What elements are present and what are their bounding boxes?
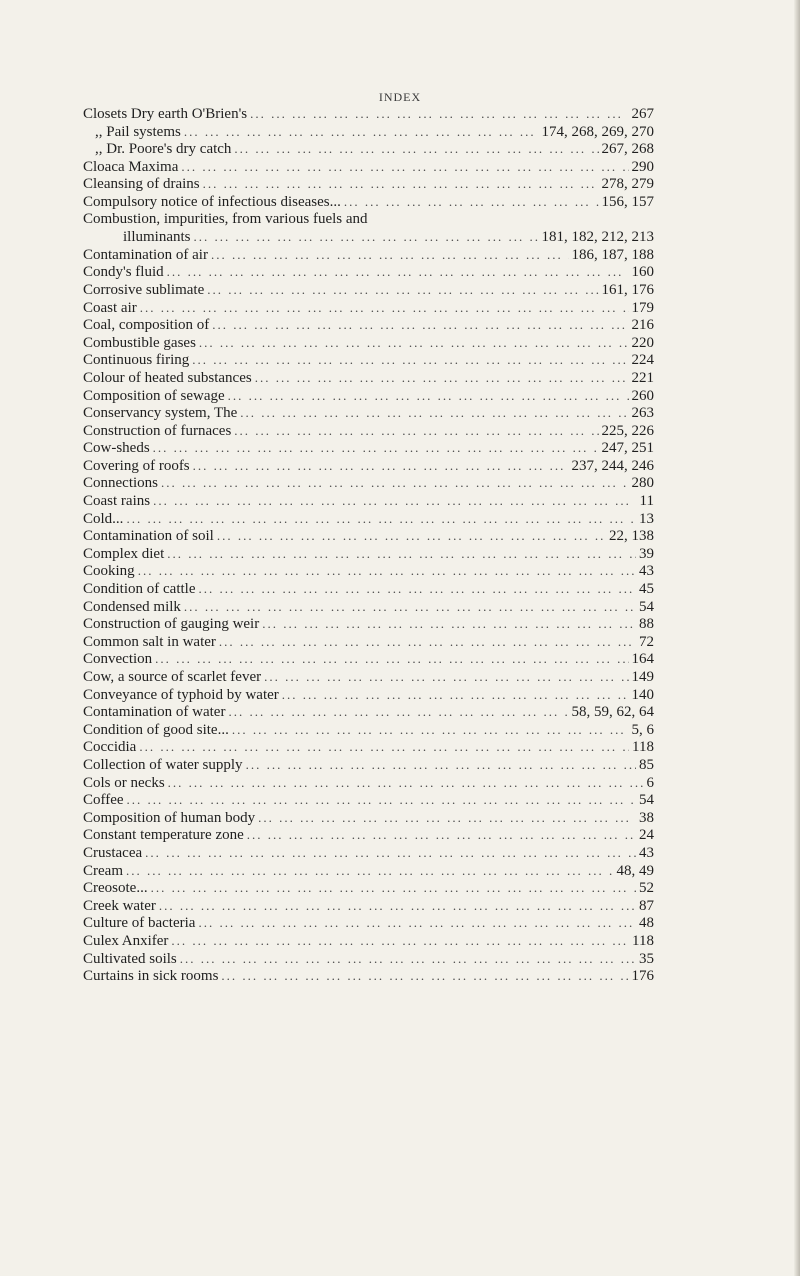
dot-leader <box>151 879 636 897</box>
index-entry <box>83 580 654 598</box>
dot-leader <box>199 334 629 352</box>
index-entry <box>83 932 654 950</box>
index-entry <box>83 703 654 721</box>
page-numbers: 149 <box>631 669 654 685</box>
dot-leader <box>126 862 614 880</box>
dot-leader <box>282 686 629 704</box>
index-entry <box>83 175 654 193</box>
page-numbers: 216 <box>631 317 654 334</box>
page-edge-shadow <box>794 0 800 1276</box>
index-entry <box>83 774 654 792</box>
index-entry <box>83 914 654 932</box>
index-term: Connections <box>83 475 158 492</box>
index-term: Condition of cattle <box>83 581 196 598</box>
index-term: Cultivated soils <box>83 950 177 967</box>
index-entry <box>83 316 654 334</box>
index-entry <box>83 474 654 492</box>
index-term: illuminants <box>123 229 191 246</box>
dot-leader <box>138 562 636 580</box>
index-entry <box>83 123 654 141</box>
dot-leader <box>153 492 636 510</box>
page-numbers: 11 <box>639 493 654 510</box>
index-term: Compulsory notice of infectious diseases... <box>83 193 341 210</box>
page-numbers: 87 <box>639 897 654 914</box>
index-term: Culture of bacteria <box>83 915 196 932</box>
index-term: Cloaca Maxima <box>83 158 179 175</box>
index-term: Constant temperature zone <box>83 827 244 844</box>
index-term: Corrosive sublimate <box>83 281 205 298</box>
dot-leader <box>262 615 636 633</box>
index-term: Common salt in water <box>83 633 216 650</box>
index-entry <box>83 721 654 739</box>
index-term: Coal, composition of <box>83 317 210 334</box>
page-numbers: 6 <box>646 774 654 791</box>
index-term: Cream <box>83 862 123 879</box>
dot-leader <box>139 738 629 756</box>
index-term: Combustion, impurities, from various fuels and <box>83 210 368 227</box>
dot-leader <box>228 703 568 721</box>
page-numbers: 278, 279 <box>601 176 654 193</box>
page-numbers: 45 <box>639 581 654 598</box>
page-numbers: 5, 6 <box>631 721 654 738</box>
index-entry <box>83 281 654 299</box>
index-entry <box>83 562 654 580</box>
page-numbers: 43 <box>639 563 654 580</box>
index-entry <box>83 404 654 422</box>
dot-leader <box>246 756 636 774</box>
index-term: Coccidia <box>83 739 137 756</box>
page-numbers: 58, 59, 62, 64 <box>571 704 654 721</box>
index-entry <box>83 598 654 616</box>
dot-leader <box>228 387 629 405</box>
index-entry <box>83 738 654 756</box>
page-numbers: 179 <box>631 299 654 316</box>
dot-leader <box>145 844 636 862</box>
index-term: Condition of good site... <box>83 721 229 738</box>
page-numbers: 140 <box>631 686 654 703</box>
page-numbers: 160 <box>631 264 654 281</box>
index-entry <box>83 545 654 563</box>
page-numbers: 237, 244, 246 <box>571 457 654 474</box>
index-entry <box>83 246 654 264</box>
index-term: Crustacea <box>83 844 143 861</box>
page-numbers: 52 <box>639 880 654 897</box>
page-numbers: 156, 157 <box>601 193 654 210</box>
dot-leader <box>198 580 636 598</box>
index-entry <box>83 193 654 211</box>
index-term: Coffee <box>83 792 124 809</box>
index-entry <box>83 422 654 440</box>
dot-leader <box>167 545 636 563</box>
dot-leader <box>168 774 644 792</box>
page-numbers: 221 <box>631 369 654 386</box>
dot-leader <box>126 510 636 528</box>
page-numbers: 38 <box>639 809 654 826</box>
dot-leader <box>221 967 628 985</box>
index-entry <box>83 105 654 123</box>
index-entry <box>83 897 654 915</box>
page-numbers: 88 <box>639 616 654 633</box>
dot-leader <box>219 633 636 651</box>
index-term: Covering of roofs <box>83 457 190 474</box>
dot-leader <box>258 809 636 827</box>
dot-leader <box>207 281 598 299</box>
index-term: Cow-sheds <box>83 440 150 457</box>
index-entry <box>83 387 654 405</box>
index-entry <box>83 140 654 158</box>
page-numbers: 176 <box>631 968 654 985</box>
index-term: Colour of heated substances <box>83 369 252 386</box>
index-entry <box>83 791 654 809</box>
dot-leader <box>140 299 629 317</box>
page-numbers: 118 <box>632 739 654 756</box>
index-term: Cleansing of drains <box>83 176 200 193</box>
index-entry <box>83 862 654 880</box>
page-numbers: 263 <box>631 405 654 422</box>
index-term: Continuous firing <box>83 352 190 369</box>
page-numbers: 174, 268, 269, 270 <box>541 123 654 140</box>
index-entry <box>83 492 654 510</box>
index-entry <box>83 633 654 651</box>
dot-leader <box>161 474 629 492</box>
page-numbers: 186, 187, 188 <box>571 246 654 263</box>
index-term: Coast rains <box>83 493 151 510</box>
dot-leader <box>153 439 599 457</box>
page-numbers: 290 <box>631 158 654 175</box>
page-numbers: 85 <box>639 756 654 773</box>
page-numbers: 181, 182, 212, 213 <box>541 229 654 246</box>
dot-leader <box>184 123 539 141</box>
index-term: Convection <box>83 651 153 668</box>
index-term: Creosote... <box>83 880 148 897</box>
dot-leader <box>198 914 636 932</box>
dot-leader <box>167 263 629 281</box>
page-numbers: 48, 49 <box>616 862 654 879</box>
dot-leader <box>240 404 628 422</box>
index-term: Composition of sewage <box>83 387 225 404</box>
dot-leader <box>181 158 628 176</box>
index-term: Contamination of soil <box>83 528 214 545</box>
index-term: Composition of human body <box>83 809 256 826</box>
index-entry <box>83 879 654 897</box>
index-entry <box>83 686 654 704</box>
dot-leader <box>344 193 599 211</box>
index-entry <box>83 158 654 176</box>
index-term: Contamination of air <box>83 246 208 263</box>
page-numbers: 220 <box>631 334 654 351</box>
index-entry <box>83 457 654 475</box>
index-entry <box>83 615 654 633</box>
page-numbers: 35 <box>639 950 654 967</box>
index-entry <box>83 527 654 545</box>
page-numbers: 13 <box>639 510 654 527</box>
dot-leader <box>264 668 628 686</box>
index-term: Contamination of water <box>83 704 226 721</box>
index-term: Coast air <box>83 299 137 316</box>
dot-leader <box>171 932 629 950</box>
dot-leader <box>159 897 636 915</box>
page-numbers: 54 <box>639 598 654 615</box>
page-numbers: 161, 176 <box>601 281 654 298</box>
index-term: Conservancy system, The <box>83 405 238 422</box>
index-term: Collection of water supply <box>83 756 243 773</box>
dot-leader <box>180 950 636 968</box>
index-term: Construction of furnaces <box>83 422 232 439</box>
index-term: Cold... <box>83 510 124 527</box>
index-term: Condensed milk <box>83 598 181 615</box>
page-numbers: 54 <box>639 792 654 809</box>
dot-leader <box>247 826 636 844</box>
index-entry <box>83 756 654 774</box>
index-entry <box>83 650 654 668</box>
page-numbers: 118 <box>632 932 654 949</box>
page-numbers: 247, 251 <box>601 440 654 457</box>
dot-leader <box>192 351 628 369</box>
page-numbers: 43 <box>639 844 654 861</box>
dot-leader <box>234 422 598 440</box>
dot-leader <box>194 228 539 246</box>
dot-leader <box>217 527 606 545</box>
index-entry <box>83 369 654 387</box>
index-term: Cooking <box>83 563 135 580</box>
dot-leader <box>212 316 628 334</box>
page-numbers: 224 <box>631 352 654 369</box>
page-numbers: 267 <box>631 106 654 122</box>
dot-leader <box>250 105 628 123</box>
index-entry <box>83 351 654 369</box>
page-numbers: 39 <box>639 545 654 562</box>
index-entry <box>83 263 654 281</box>
dot-leader <box>203 175 599 193</box>
index-entry <box>83 950 654 968</box>
index-entry <box>83 334 654 352</box>
dot-leader <box>184 598 636 616</box>
page-numbers: 267, 268 <box>601 141 654 158</box>
index-term: Culex Anxifer <box>83 932 169 949</box>
dot-leader <box>155 650 628 668</box>
page-numbers: 22, 138 <box>609 528 654 545</box>
index-term: Closets Dry earth O'Brien's <box>83 106 248 122</box>
index-term: Construction of gauging weir <box>83 616 260 633</box>
index-entry <box>83 844 654 862</box>
page-header: INDEX <box>378 90 422 104</box>
index-entry <box>83 439 654 457</box>
index-term: Cols or necks <box>83 774 165 791</box>
index-term: ,, Dr. Poore's dry catch <box>95 141 232 158</box>
index-entry <box>83 510 654 528</box>
index-list <box>83 105 654 985</box>
index-term: Combustible gases <box>83 334 196 351</box>
page-numbers: 260 <box>631 387 654 404</box>
dot-leader <box>232 721 629 739</box>
dot-leader <box>193 457 569 475</box>
index-entry <box>83 826 654 844</box>
index-term: Curtains in sick rooms <box>83 968 219 985</box>
index-term: Cow, a source of scarlet fever <box>83 669 262 685</box>
index-entry <box>83 809 654 827</box>
index-entry <box>83 299 654 317</box>
page-numbers: 48 <box>639 915 654 932</box>
page-numbers: 24 <box>639 827 654 844</box>
index-term: Condy's fluid <box>83 264 164 281</box>
page-numbers: 280 <box>631 475 654 492</box>
page-numbers: 164 <box>631 651 654 668</box>
index-term: Conveyance of typhoid by water <box>83 686 279 703</box>
index-entry <box>83 967 654 985</box>
dot-leader <box>211 246 569 264</box>
page-numbers: 225, 226 <box>601 422 654 439</box>
index-entry <box>83 228 654 246</box>
index-term: ,, Pail systems <box>95 123 181 140</box>
dot-leader <box>234 140 598 158</box>
index-term: Complex diet <box>83 545 165 562</box>
index-entry <box>83 668 654 686</box>
dot-leader <box>127 791 636 809</box>
index-term: Creek water <box>83 897 156 914</box>
index-entry <box>83 211 654 229</box>
dot-leader <box>255 369 629 387</box>
page-numbers: 72 <box>639 633 654 650</box>
